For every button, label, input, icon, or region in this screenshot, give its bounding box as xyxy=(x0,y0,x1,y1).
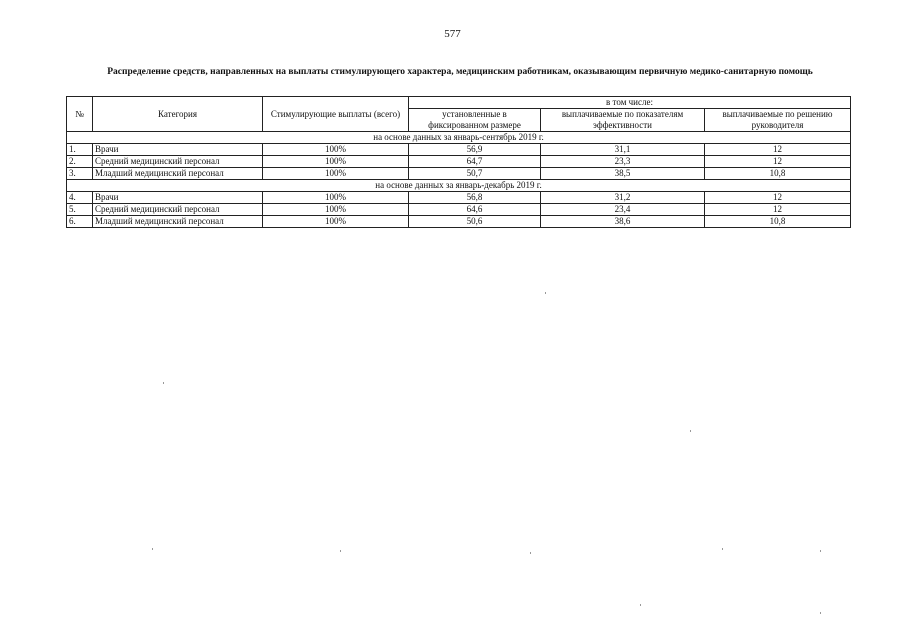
row-total: 100% xyxy=(263,168,409,180)
row-efficiency: 23,4 xyxy=(541,204,705,216)
row-category: Средний медицинский персонал xyxy=(93,204,263,216)
table-row xyxy=(67,204,851,216)
row-total: 100% xyxy=(263,204,409,216)
header-manager: выплачиваемые по решению руководителя xyxy=(705,109,851,132)
header-including: в том числе: xyxy=(409,97,851,109)
row-fixed: 50,6 xyxy=(409,216,541,228)
section-period: на основе данных за январь-сентябрь 2019 г. xyxy=(67,132,851,144)
header-efficiency: выплачиваемые по показателям эффективности xyxy=(541,109,705,132)
row-manager: 10,8 xyxy=(705,168,851,180)
table-row xyxy=(67,156,851,168)
page-number: 577 xyxy=(444,28,461,40)
row-manager: 12 xyxy=(705,204,851,216)
row-num: 2. xyxy=(67,156,93,168)
row-num: 4. xyxy=(67,192,93,204)
header-fixed: установленные в фиксированном размере xyxy=(409,109,541,132)
document-title: Распределение средств, направленных на выплаты стимулирующего характера, медицинским работникам, оказывающим первичную медико-санитарную помощь xyxy=(107,67,813,77)
table-row xyxy=(67,144,851,156)
row-num: 5. xyxy=(67,204,93,216)
row-category: Врачи xyxy=(93,144,263,156)
header-total: Стимулирующие выплаты (всего) xyxy=(263,97,409,132)
row-fixed: 56,9 xyxy=(409,144,541,156)
header-category: Категория xyxy=(93,97,263,132)
row-total: 100% xyxy=(263,192,409,204)
row-category: Младший медицинский персонал xyxy=(93,216,263,228)
row-category: Младший медицинский персонал xyxy=(93,168,263,180)
row-total: 100% xyxy=(263,216,409,228)
row-fixed: 64,7 xyxy=(409,156,541,168)
row-num: 6. xyxy=(67,216,93,228)
row-efficiency: 38,5 xyxy=(541,168,705,180)
scan-speck xyxy=(820,550,821,552)
scan-speck xyxy=(820,612,821,614)
row-manager: 10,8 xyxy=(705,216,851,228)
row-fixed: 56,8 xyxy=(409,192,541,204)
row-num: 1. xyxy=(67,144,93,156)
table-row xyxy=(67,168,851,180)
scan-speck xyxy=(163,382,164,384)
scan-speck xyxy=(640,604,641,606)
header-row xyxy=(67,97,851,109)
table-row xyxy=(67,192,851,204)
scan-speck xyxy=(340,550,341,552)
row-category: Врачи xyxy=(93,192,263,204)
payments-table xyxy=(66,96,851,228)
section-row xyxy=(67,180,851,192)
row-total: 100% xyxy=(263,156,409,168)
row-manager: 12 xyxy=(705,156,851,168)
row-efficiency: 31,2 xyxy=(541,192,705,204)
row-manager: 12 xyxy=(705,144,851,156)
row-efficiency: 31,1 xyxy=(541,144,705,156)
row-efficiency: 38,6 xyxy=(541,216,705,228)
row-manager: 12 xyxy=(705,192,851,204)
header-num: № xyxy=(67,97,93,132)
row-efficiency: 23,3 xyxy=(541,156,705,168)
row-fixed: 50,7 xyxy=(409,168,541,180)
section-row xyxy=(67,132,851,144)
scan-speck xyxy=(690,430,691,432)
section-period: на основе данных за январь-декабрь 2019 г. xyxy=(67,180,851,192)
row-num: 3. xyxy=(67,168,93,180)
scan-speck xyxy=(545,292,546,294)
row-fixed: 64,6 xyxy=(409,204,541,216)
scan-speck xyxy=(722,548,723,550)
row-total: 100% xyxy=(263,144,409,156)
table-row xyxy=(67,216,851,228)
scan-speck xyxy=(530,552,531,554)
scan-speck xyxy=(152,548,153,550)
row-category: Средний медицинский персонал xyxy=(93,156,263,168)
